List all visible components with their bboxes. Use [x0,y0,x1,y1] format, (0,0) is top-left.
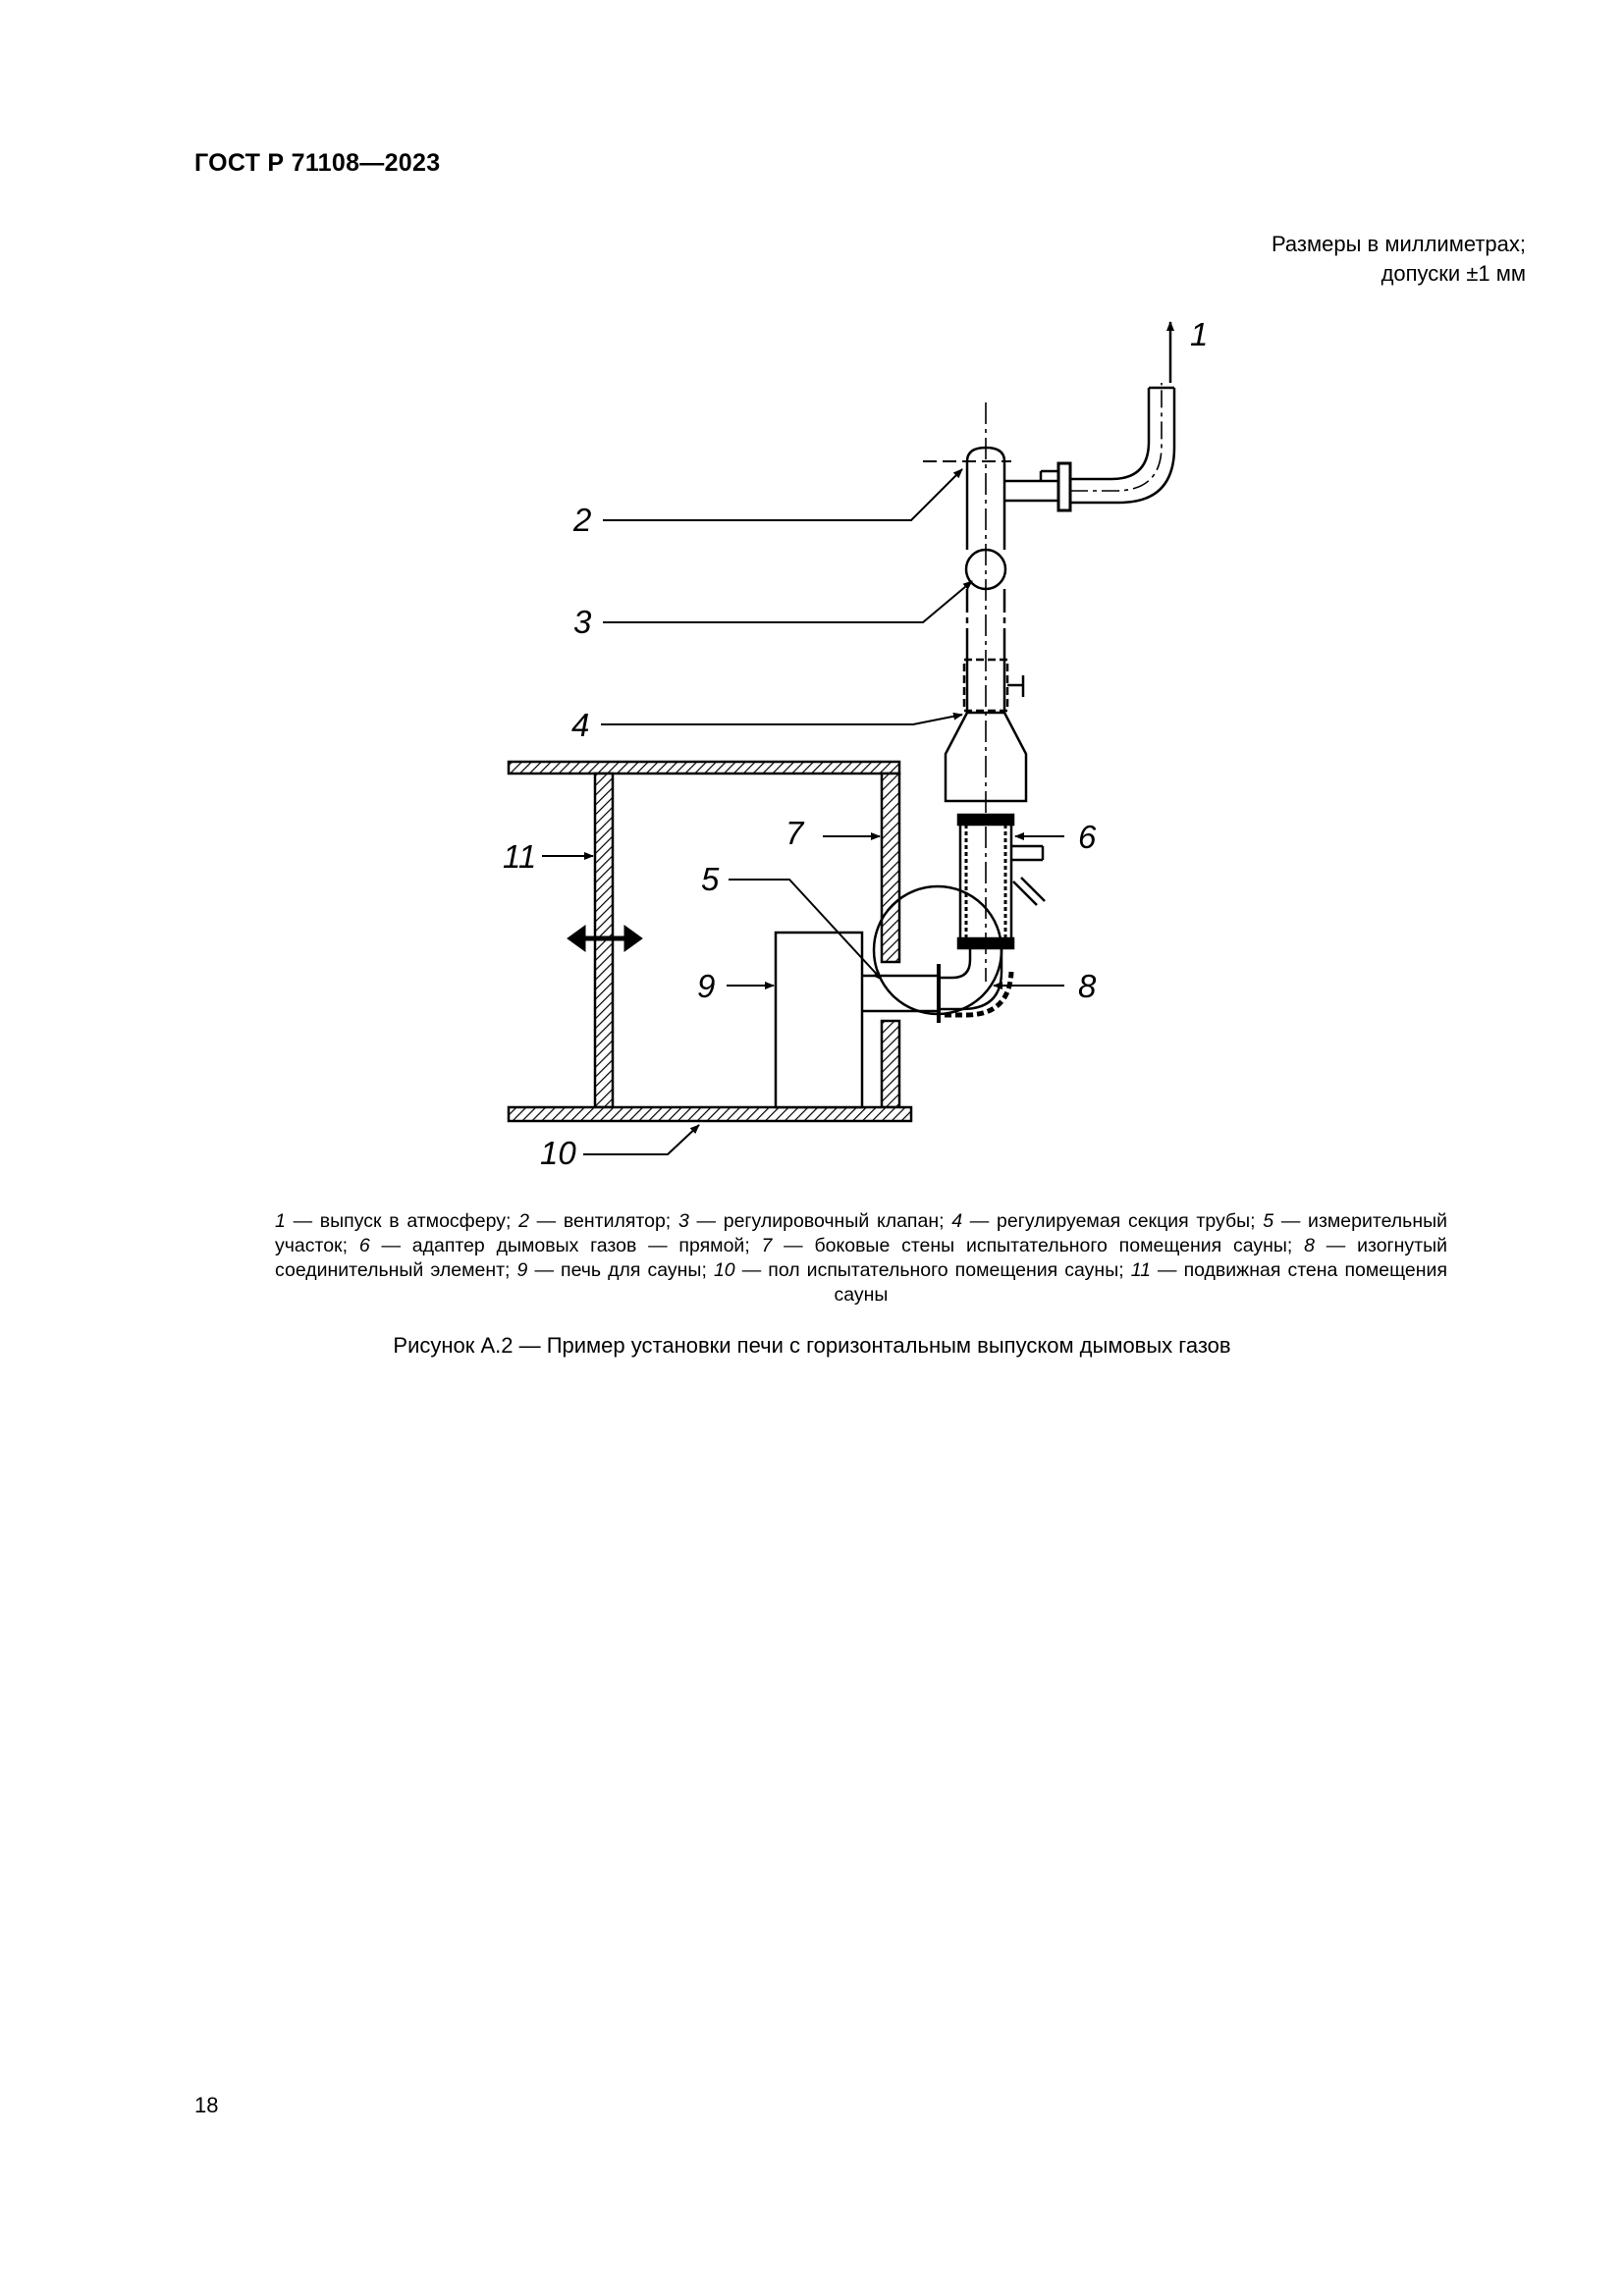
callout-5: 5 [701,861,720,897]
legend-text-6: — адаптер дымовых газов — прямой; [369,1235,762,1256]
legend-num-10: 10 [713,1259,735,1281]
legend-text-8: — изогнутый соединительный элемент; [275,1235,1448,1281]
legend-num-2: 2 [518,1210,529,1232]
callout-2: 2 [573,502,592,538]
leader-3 [603,581,972,622]
legend-num-5: 5 [1263,1210,1274,1232]
legend-text-5: — измерительный участок; [275,1210,1448,1256]
callout-4: 4 [571,707,590,743]
floor-slab [509,1107,911,1121]
legend-text-4: — регулируемая секция трубы; [962,1210,1264,1232]
callout-6: 6 [1078,819,1097,855]
callout-8: 8 [1078,968,1097,1004]
callout-3: 3 [573,604,592,640]
legend-text-2: — вентилятор; [528,1210,678,1232]
legend-text-7: — боковые стены испытательного помещения сауны; [772,1235,1305,1256]
callout-7: 7 [785,815,804,851]
legend-num-7: 7 [761,1235,773,1256]
legend-num-9: 9 [516,1259,528,1281]
exhaust-outlet [1070,388,1149,479]
dimensions-note-line1: Размеры в миллиметрах; [1271,232,1526,256]
legend-text-1: — выпуск в атмосферу; [285,1210,519,1232]
legend-text-11: — подвижная стена помещения сауны [834,1259,1447,1306]
legend-num-6: 6 [358,1235,370,1256]
dimensions-note-line2: допуски ±1 мм [1380,261,1526,286]
right-wall-lower [882,1021,899,1107]
leader-2 [603,469,962,520]
legend-text-9: — печь для сауны; [527,1259,714,1281]
legend-num-11: 11 [1130,1259,1151,1281]
document-code: ГОСТ Р 71108—2023 [194,149,441,177]
page-number: 18 [194,2093,219,2117]
legend-num-1: 1 [275,1210,286,1232]
callout-10: 10 [540,1135,576,1171]
legend-text-10: — пол испытательного помещения сауны; [734,1259,1131,1281]
legend-text-3: — регулировочный клапан; [688,1210,952,1232]
ceiling-slab [509,762,899,774]
callout-9: 9 [697,968,716,1004]
callout-1: 1 [1190,316,1209,352]
legend-num-8: 8 [1304,1235,1315,1256]
figure-caption: Рисунок А.2 — Пример установки печи с горизонтальным выпуском дымовых газов [393,1333,1231,1358]
leader-4 [601,715,962,724]
right-wall-upper [882,774,899,962]
callout-11: 11 [503,838,537,875]
figure-legend [275,1209,1447,1308]
sauna-stove [776,933,862,1107]
legend-num-4: 4 [951,1210,963,1232]
legend-num-3: 3 [677,1210,689,1232]
leader-10 [583,1125,699,1154]
